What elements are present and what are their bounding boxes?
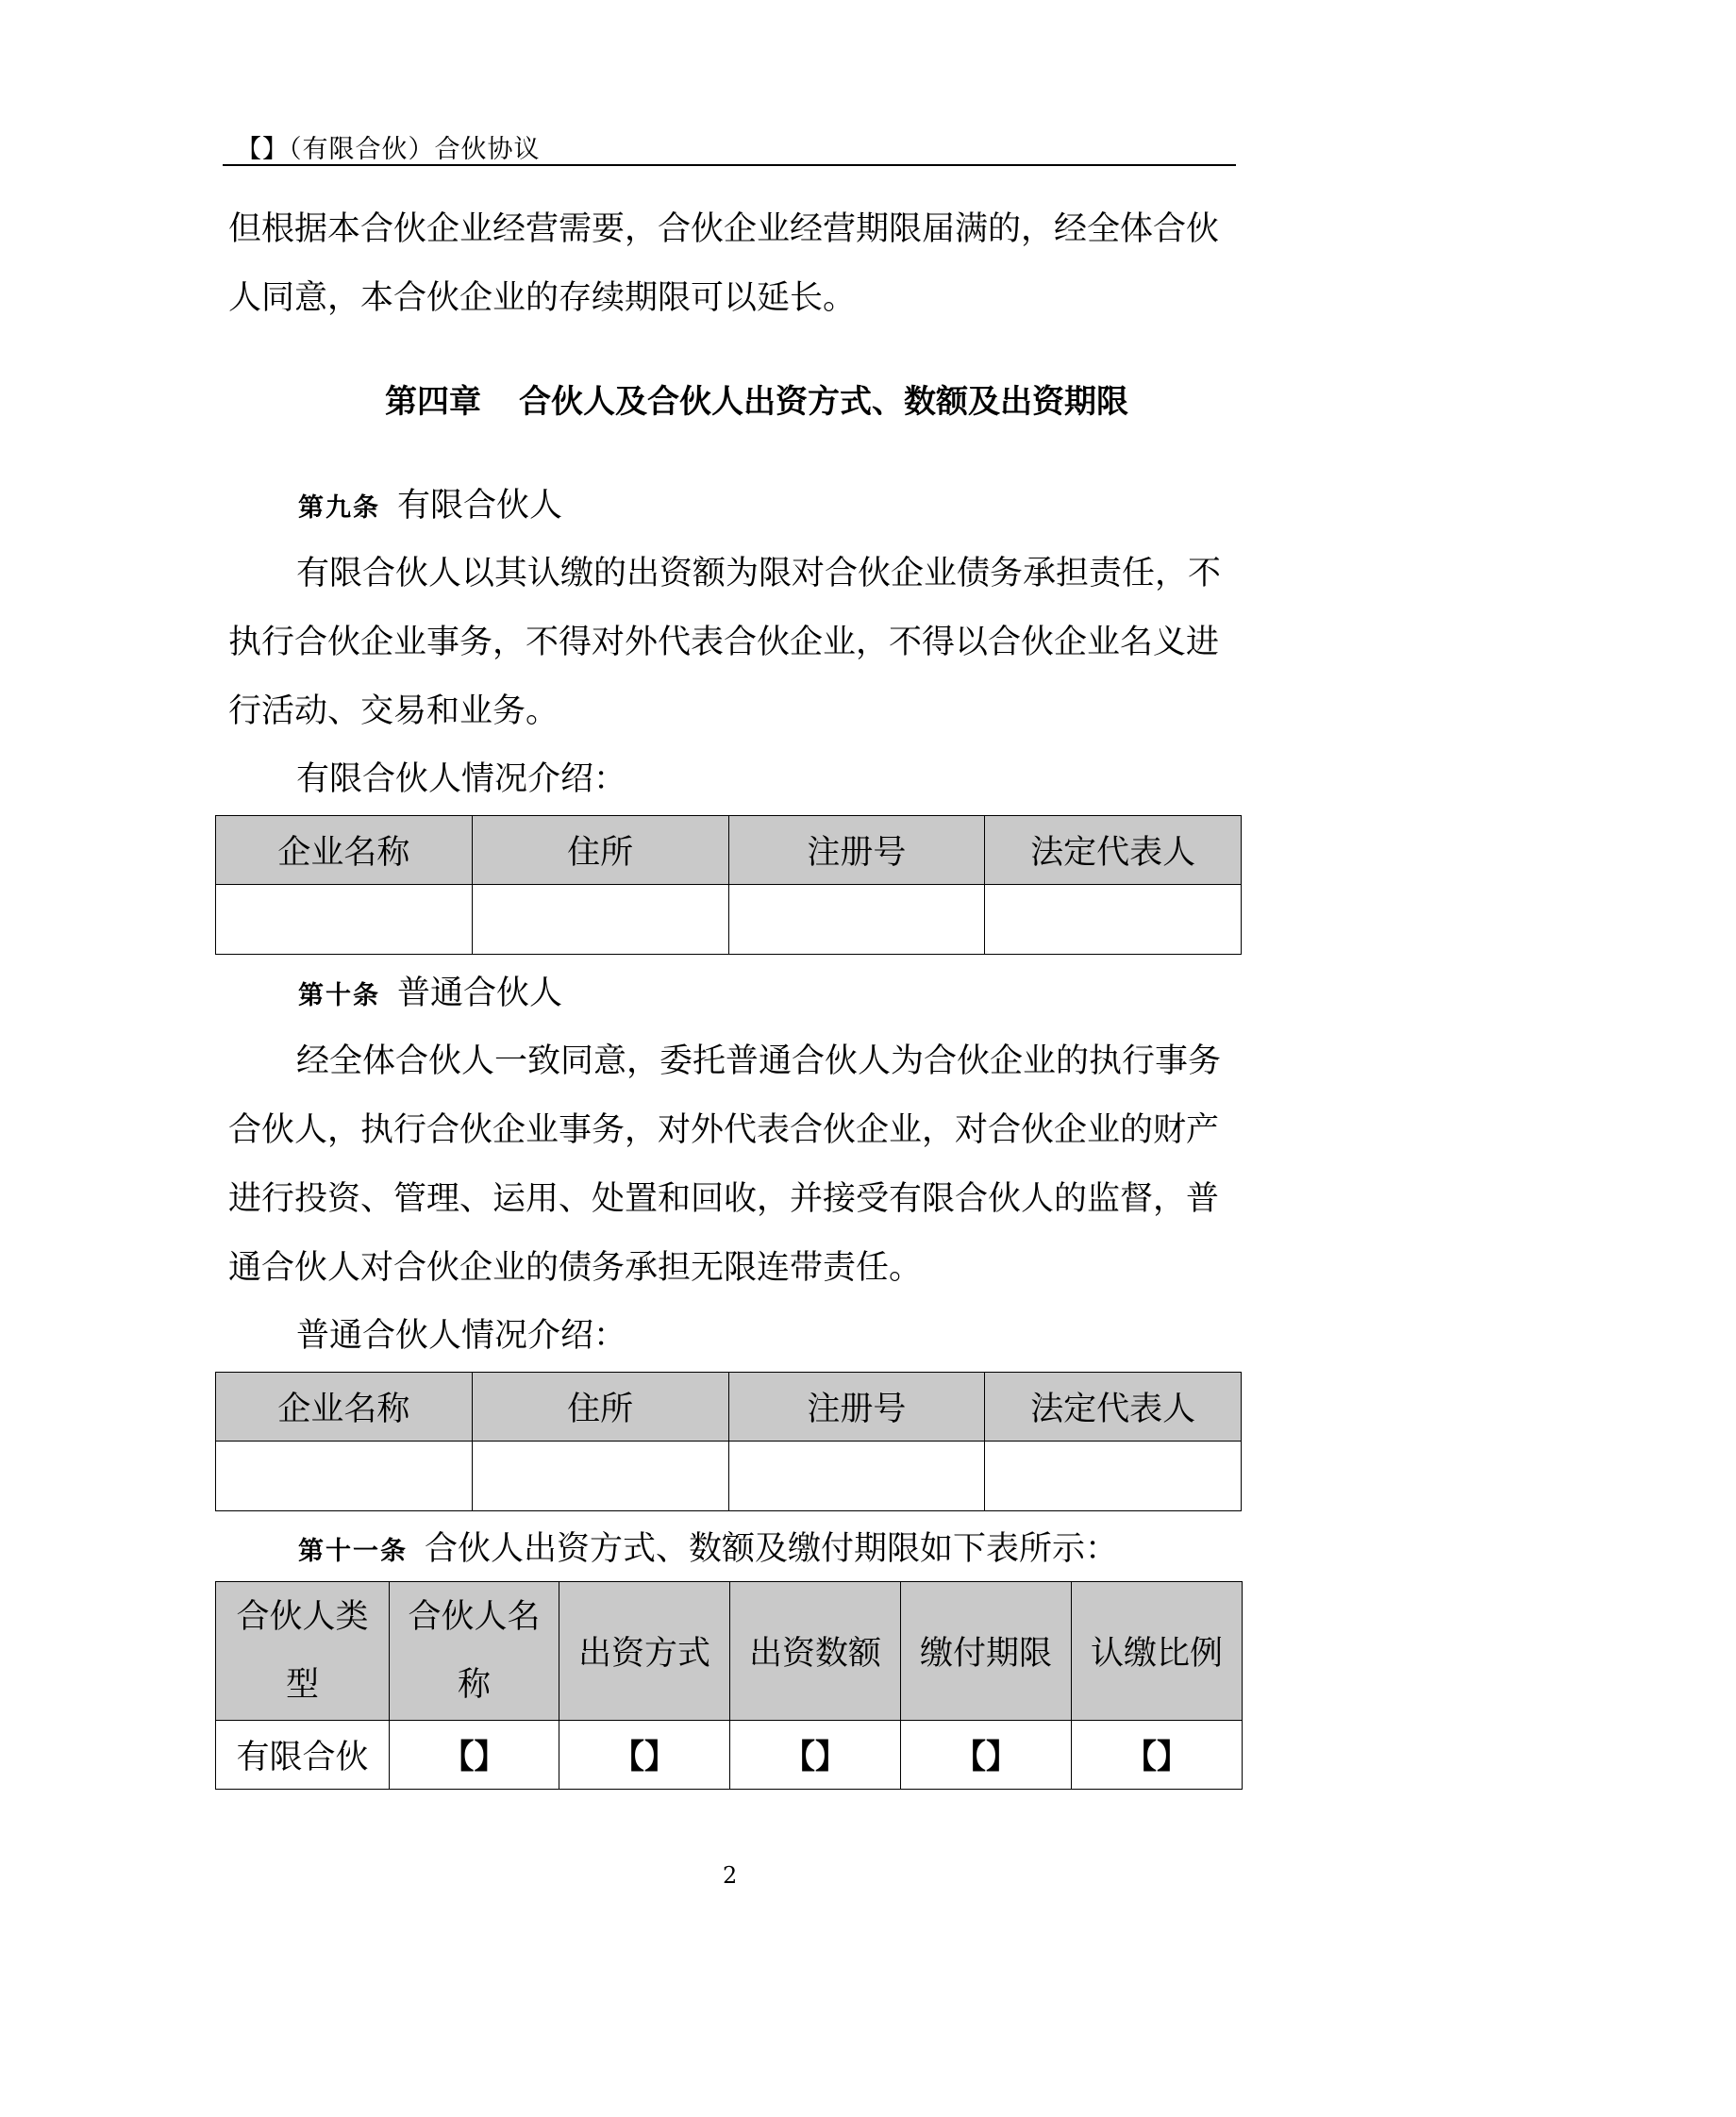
table-cell — [985, 1442, 1242, 1511]
table-cell — [216, 1442, 473, 1511]
article-number: 第十一条 — [298, 1537, 408, 1566]
chapter-number: 第四章 — [385, 383, 481, 421]
paragraph-line: 经全体合伙人一致同意，委托普通合伙人为合伙企业的执行事务 — [296, 1042, 1222, 1080]
table-row — [216, 885, 1242, 955]
table-cell: 【】 — [901, 1721, 1072, 1790]
column-header: 出资方式 — [559, 1582, 730, 1721]
paragraph-line: 进行投资、管理、运用、处置和回收，并接受有限合伙人的监督，普 — [228, 1180, 1220, 1218]
article-number: 第九条 — [298, 493, 380, 523]
table-row — [216, 1721, 1243, 1790]
column-header: 法定代表人 — [985, 1373, 1242, 1442]
table-cell — [728, 885, 985, 955]
table-cell — [728, 1442, 985, 1511]
article-title: 有限合伙人 — [397, 487, 563, 525]
article-number: 第十条 — [298, 981, 380, 1010]
paragraph-line: 但根据本合伙企业经营需要，合伙企业经营期限届满的，经全体合伙 — [228, 210, 1220, 248]
page-number: 2 — [723, 1862, 738, 1889]
paragraph-line: 人同意，本合伙企业的存续期限可以延长。 — [228, 279, 857, 317]
paragraph-line: 合伙人，执行合伙企业事务，对外代表合伙企业，对合伙企业的财产 — [228, 1111, 1220, 1149]
article-title: 合伙人出资方式、数额及缴付期限如下表所示： — [425, 1530, 1119, 1568]
table-header-row — [216, 1373, 1242, 1442]
article-heading — [298, 1523, 1118, 1570]
paragraph-line: 通合伙人对合伙企业的债务承担无限连带责任。 — [228, 1249, 923, 1287]
column-header: 住所 — [472, 816, 728, 885]
page-header — [223, 125, 1236, 166]
paragraph-line: 执行合伙企业事务，不得对外代表合伙企业，不得以合伙企业名义进 — [228, 624, 1220, 661]
column-header: 认缴比例 — [1072, 1582, 1243, 1721]
contribution-table — [215, 1581, 1243, 1790]
table-cell: 有限合伙 — [216, 1721, 390, 1790]
article-heading — [298, 967, 562, 1014]
column-header: 缴付期限 — [901, 1582, 1072, 1721]
limited-partner-table — [215, 815, 1242, 955]
header-title: 【】（有限合伙）合伙协议 — [236, 135, 541, 164]
column-header: 住所 — [472, 1373, 728, 1442]
column-header: 企业名称 — [216, 816, 473, 885]
table-header-row — [216, 1582, 1243, 1721]
table-row — [216, 1442, 1242, 1511]
table-cell — [216, 885, 473, 955]
table-intro: 有限合伙人情况介绍： — [296, 760, 627, 798]
table-cell: 【】 — [730, 1721, 901, 1790]
column-header: 合伙人名 称 — [390, 1582, 559, 1721]
chapter-title: 合伙人及合伙人出资方式、数额及出资期限 — [519, 383, 1128, 421]
column-header: 出资数额 — [730, 1582, 901, 1721]
table-header-row — [216, 816, 1242, 885]
general-partner-table — [215, 1372, 1242, 1511]
table-cell — [472, 1442, 728, 1511]
column-header: 企业名称 — [216, 1373, 473, 1442]
article-heading — [298, 479, 562, 526]
table-cell: 【】 — [390, 1721, 559, 1790]
column-header: 法定代表人 — [985, 816, 1242, 885]
table-intro: 普通合伙人情况介绍： — [296, 1317, 627, 1355]
table-cell: 【】 — [559, 1721, 730, 1790]
paragraph-line: 有限合伙人以其认缴的出资额为限对合伙企业债务承担责任，不 — [296, 555, 1222, 592]
article-title: 普通合伙人 — [397, 975, 563, 1012]
column-header: 注册号 — [728, 816, 985, 885]
table-cell — [472, 885, 728, 955]
column-header: 注册号 — [728, 1373, 985, 1442]
column-header: 合伙人类 型 — [216, 1582, 390, 1721]
table-cell: 【】 — [1072, 1721, 1243, 1790]
table-cell — [985, 885, 1242, 955]
paragraph-line: 行活动、交易和业务。 — [228, 692, 559, 730]
